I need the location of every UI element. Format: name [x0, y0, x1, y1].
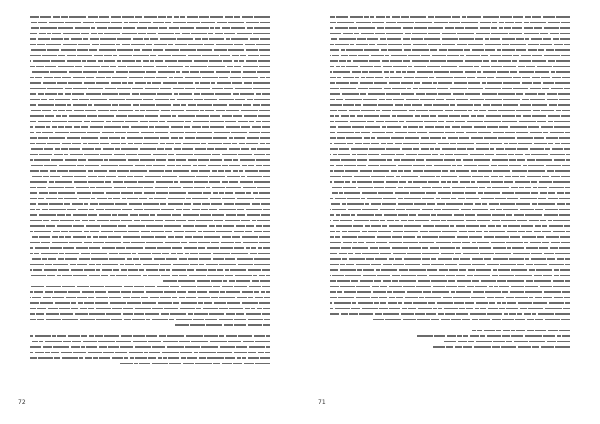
text-line [30, 355, 270, 361]
text-line [330, 179, 570, 185]
text-line [330, 212, 570, 218]
text-line [330, 91, 570, 97]
text-line [30, 124, 270, 130]
text-line [330, 278, 570, 284]
text-line [330, 344, 570, 350]
text-line [30, 14, 270, 20]
text-line [330, 267, 570, 273]
text-line [330, 234, 570, 240]
text-line [330, 58, 570, 64]
text-line [30, 289, 270, 295]
text-line [30, 267, 270, 273]
text-line [330, 168, 570, 174]
text-line [30, 91, 270, 97]
text-line [330, 135, 570, 141]
text-line [330, 300, 570, 306]
left-page-number: 72 [18, 399, 26, 406]
text-line [30, 333, 270, 339]
text-line [330, 14, 570, 20]
text-line [330, 25, 570, 31]
text-line [330, 201, 570, 207]
text-line [30, 47, 270, 53]
text-line [330, 223, 570, 229]
text-line [30, 80, 270, 86]
right-page-text-block [330, 14, 570, 350]
left-page-text-block [30, 14, 270, 366]
text-line [330, 69, 570, 75]
text-line [330, 146, 570, 152]
text-line [30, 311, 270, 317]
text-line [30, 135, 270, 141]
text-line [30, 146, 270, 152]
text-line [30, 245, 270, 251]
text-line [30, 168, 270, 174]
text-line [330, 289, 570, 295]
text-line [330, 113, 570, 119]
text-line [30, 344, 270, 350]
text-line [30, 300, 270, 306]
right-page-number: 71 [318, 399, 326, 406]
text-line [30, 223, 270, 229]
text-line [330, 311, 570, 317]
text-line [330, 124, 570, 130]
right-page [300, 0, 600, 424]
text-line [30, 256, 270, 262]
text-line [30, 179, 270, 185]
text-line [30, 69, 270, 75]
text-line [30, 113, 270, 119]
text-line [330, 80, 570, 86]
text-line [30, 36, 270, 42]
text-line [30, 212, 270, 218]
text-line [30, 361, 270, 367]
text-line [330, 47, 570, 53]
text-line [330, 190, 570, 196]
text-line [30, 234, 270, 240]
text-line [330, 36, 570, 42]
text-line [30, 102, 270, 108]
text-line [30, 58, 270, 64]
text-line [30, 190, 270, 196]
text-line [330, 102, 570, 108]
text-line [30, 157, 270, 163]
text-line [330, 245, 570, 251]
text-line [30, 201, 270, 207]
text-line [330, 256, 570, 262]
text-line [30, 25, 270, 31]
text-line [330, 157, 570, 163]
